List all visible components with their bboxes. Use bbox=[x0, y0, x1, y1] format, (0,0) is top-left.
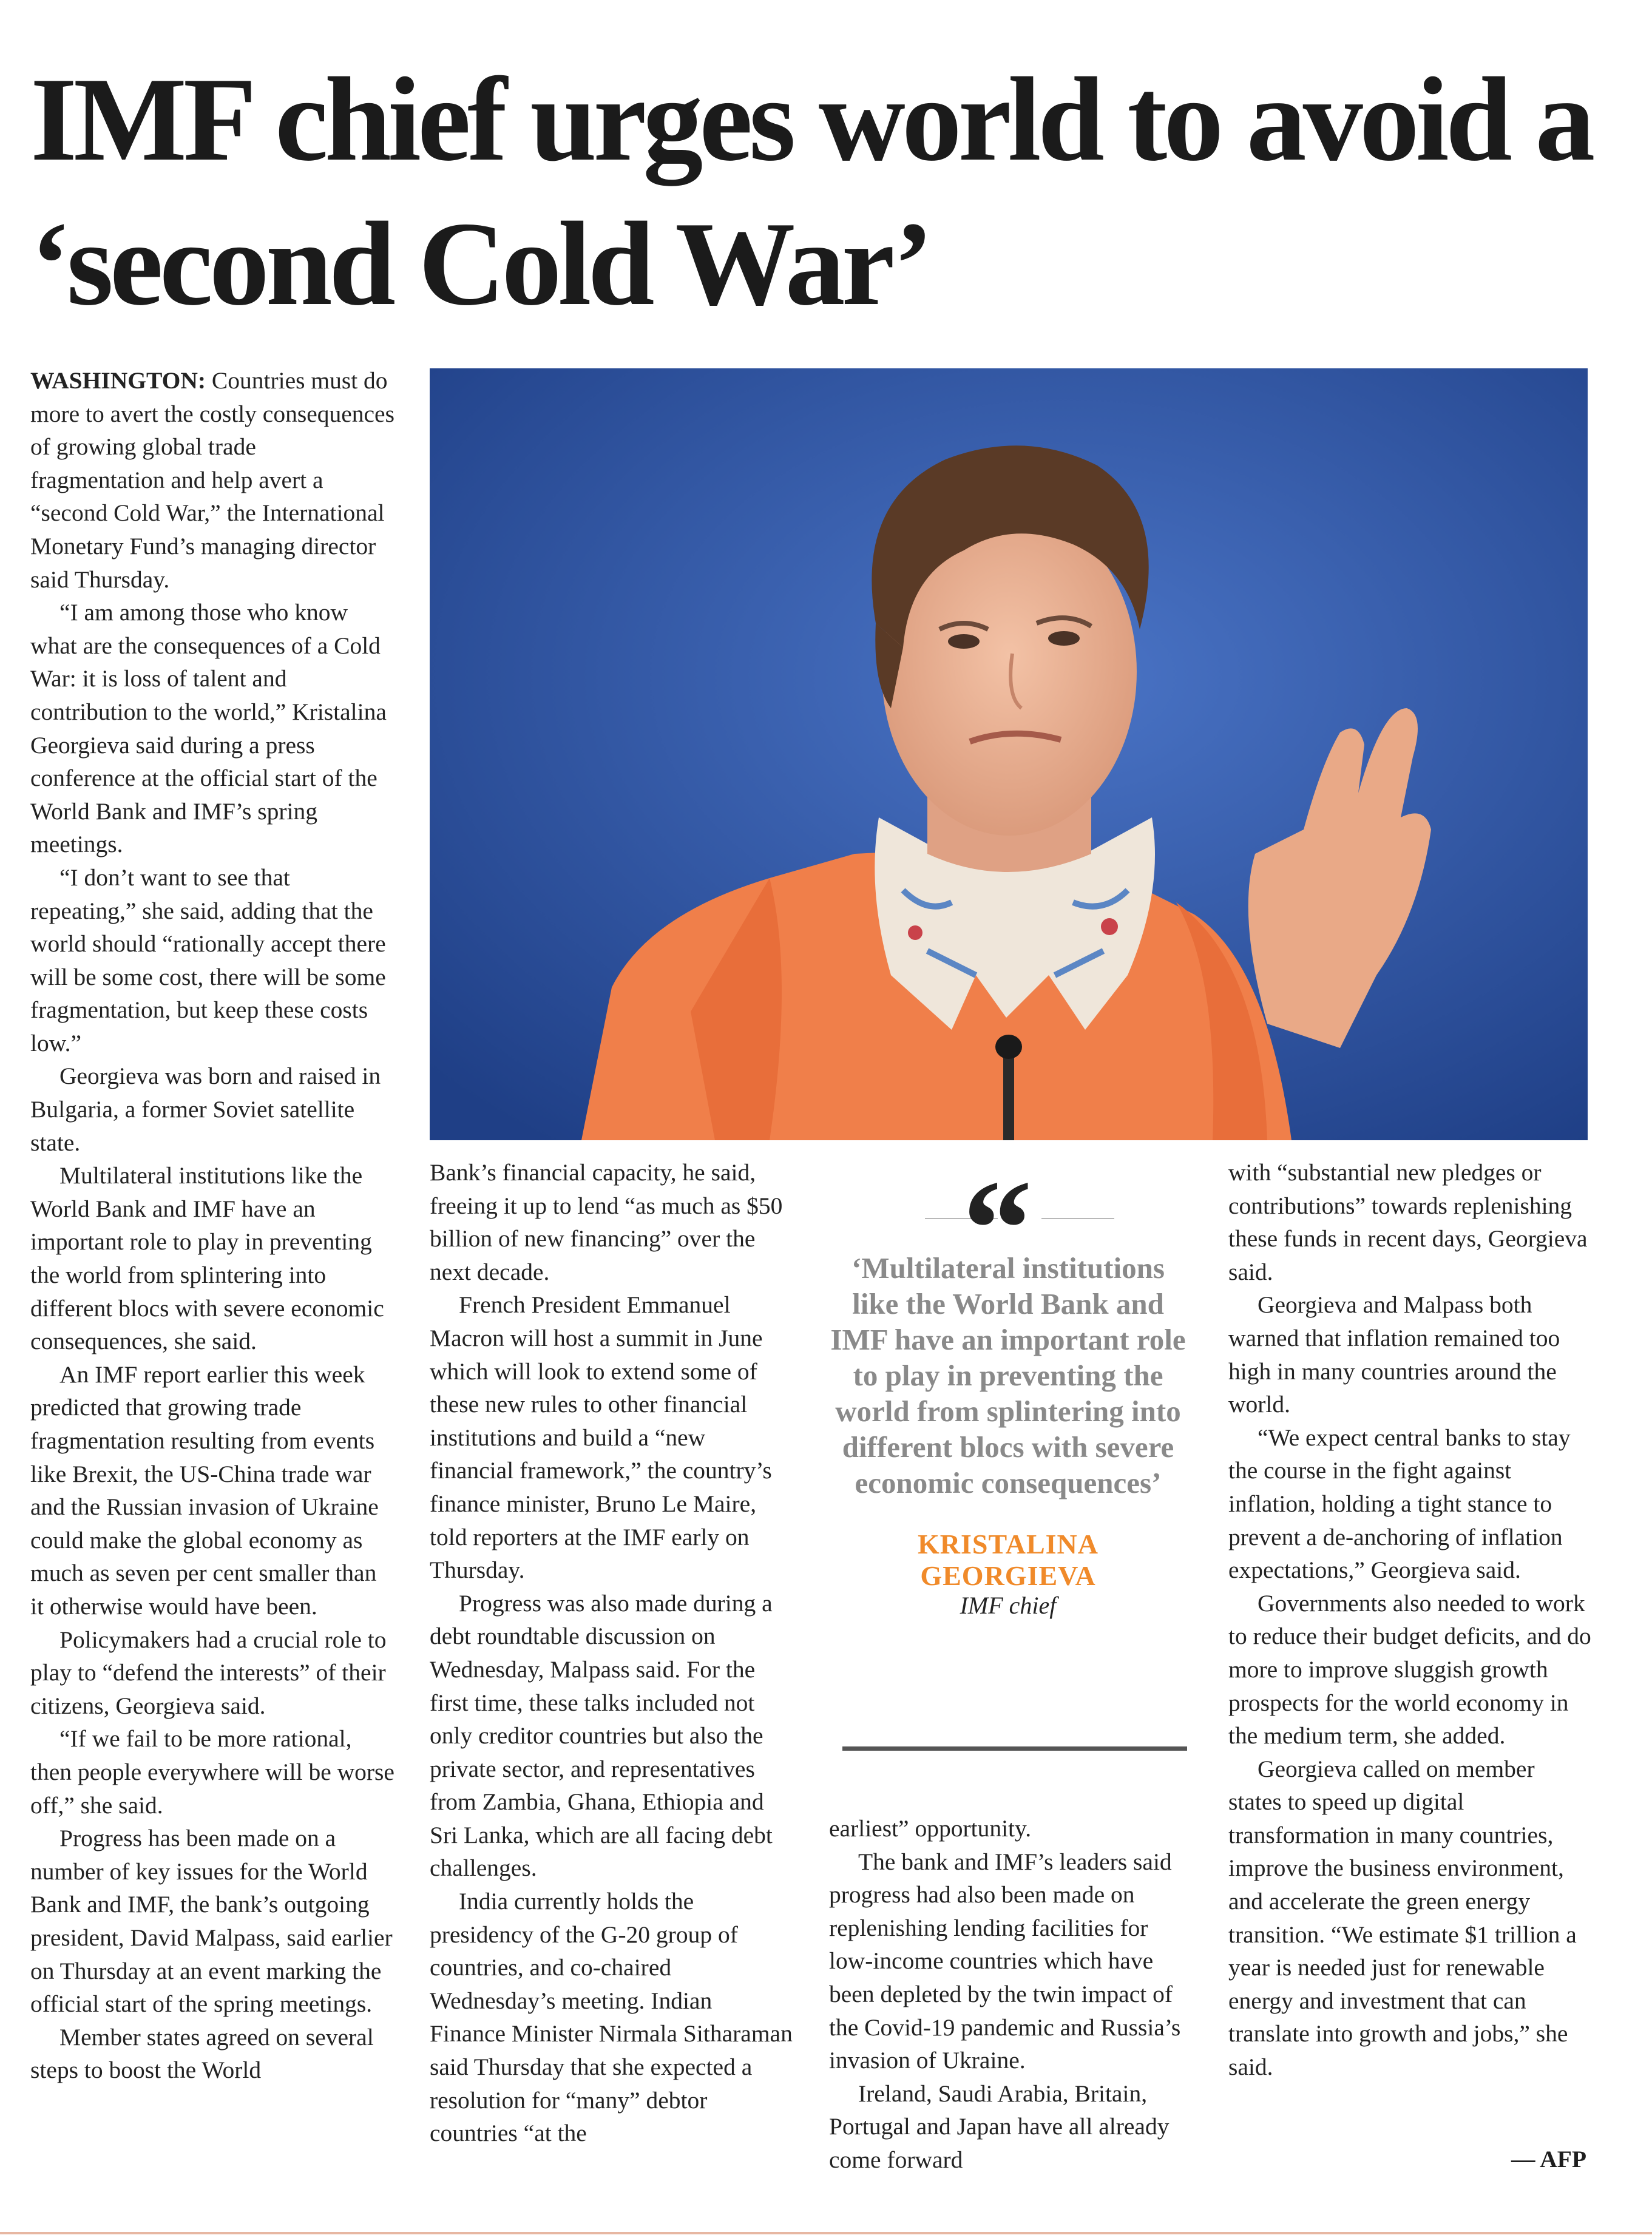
photo-illustration bbox=[430, 368, 1588, 1140]
article-paragraph: Policymakers had a crucial role to play to “defend the interests” of their citizens, Georgieva said. bbox=[30, 1626, 387, 1719]
pull-quote-role: IMF chief bbox=[960, 1592, 1057, 1619]
headline bbox=[30, 47, 1620, 336]
article-paragraph: French President Emmanuel Macron will host a summit in June which will look to extend some of these new rules to other financial institutions and build a “new financial framework,” the country’s finance minister, Bruno Le Maire, told reporters at the IMF early on Thursday. bbox=[430, 1291, 772, 1584]
quote-mark-icon: “ bbox=[963, 1151, 1032, 1306]
pull-quote-bottom-rule bbox=[842, 1746, 1187, 1751]
article-paragraph: Member states agreed on several steps to boost the World bbox=[30, 2023, 374, 2084]
dateline: WASHINGTON: bbox=[30, 367, 206, 394]
article-paragraph: Multilateral institutions like the World Bank and IMF have an important role to play in preventing the world from splintering into different blocs with severe economic consequences, she said. bbox=[30, 1162, 384, 1355]
article-paragraph: Bank’s financial capacity, he said, freeing it up to lend “as much as $50 billion of new financing” over the next decade. bbox=[430, 1159, 783, 1285]
pull-quote-text: ‘Multilateral institutions like the World Bank and IMF have an important role to play in preventing the world from splintering into different blocs with severe economic consequences’ bbox=[830, 1251, 1186, 1499]
article-paragraph: WASHINGTON: Countries must do more to avert the costly consequences of growing global trade fragmentation and help avert a “second Cold War,” the International Monetary Fund’s managing director said Thursday. bbox=[30, 367, 394, 593]
article-column-4 bbox=[1228, 1156, 1593, 2084]
article-paragraph: “We expect central banks to stay the course in the fight against inflation, holding a tight stance to prevent a de-anchoring of inflation expectations,” Georgieva said. bbox=[1228, 1424, 1571, 1584]
article-paragraph: Georgieva was born and raised in Bulgaria, a former Soviet satellite state. bbox=[30, 1063, 381, 1156]
article-paragraph: “I am among those who know what are the consequences of a Cold War: it is loss of talent and contribution to the world,” Kristalina Georgieva said during a press conference at the official start of the World Bank and IMF’s spring meetings. bbox=[30, 599, 387, 858]
article-paragraph: Ireland, Saudi Arabia, Britain, Portugal and Japan have all already come forward bbox=[829, 2080, 1170, 2173]
article-paragraph: The bank and IMF’s leaders said progress had also been made on replenishing lending facilities for low-income countries which have been depleted by the twin impact of the Covid-19 pandemic and Russia’s invasion of Ukraine. bbox=[829, 1848, 1181, 2074]
article-column-2 bbox=[430, 1156, 794, 2150]
pull-quote-name-line-1: KRISTALINA bbox=[918, 1529, 1099, 1560]
photo-kristalina-georgieva bbox=[430, 368, 1588, 1140]
article-paragraph: Progress has been made on a number of key issues for the World Bank and IMF, the bank’s outgoing president, David Malpass, said earlier on Thursday at an event marking the official start of the spring meetings. bbox=[30, 1825, 393, 2018]
headline-line-1: IMF chief urges world to avoid a bbox=[30, 53, 1592, 186]
article-paragraph: Progress was also made during a debt roundtable discussion on Wednesday, Malpass said. For the first time, these talks included not only creditor countries but also the private sector, and representatives from Zambia, Ghana, Ethiopia and Sri Lanka, which are all facing debt challenges. bbox=[430, 1589, 773, 1882]
article-paragraph: An IMF report earlier this week predicted that growing trade fragmentation resulting from events like Brexit, the US-China trade war and the Russian invasion of Ukraine could make the global economy as much as seven per cent smaller than it otherwise would have been. bbox=[30, 1361, 379, 1620]
pull-quote-attribution bbox=[829, 1529, 1187, 1592]
article-paragraph: Georgieva called on member states to speed up digital transformation in many countries, improve the business environment, and accelerate the green energy transition. “We estimate $1 trillion a year is needed just for renewable energy and investment that can translate into growth and jobs,” she said. bbox=[1228, 1755, 1577, 2081]
article-paragraph: “If we fail to be more rational, then people everywhere will be worse off,” she said. bbox=[30, 1725, 394, 1819]
article-paragraph: India currently holds the presidency of the G-20 group of countries, and co-chaired Wednesday’s meeting. Indian Finance Minister Nirmala Sitharaman said Thursday that she expected a resolution for “many” debtor countries “at the bbox=[430, 1888, 793, 2147]
quote-rule-right bbox=[1041, 1218, 1114, 1219]
article-column-3 bbox=[829, 1812, 1187, 2177]
article-paragraph: with “substantial new pledges or contributions” towards replenishing these funds in recent days, Georgieva said. bbox=[1228, 1159, 1588, 1285]
article-paragraph: Governments also needed to work to reduce their budget deficits, and do more to improve sluggish growth prospects for the world economy in the medium term, she added. bbox=[1228, 1589, 1591, 1749]
pull-quote bbox=[829, 1151, 1187, 1620]
article-paragraph: earliest” opportunity. bbox=[829, 1815, 1032, 1842]
headline-line-2: ‘second Cold War’ bbox=[30, 197, 930, 330]
footer-rule bbox=[0, 2232, 1652, 2234]
article-paragraph: “I don’t want to see that repeating,” she said, adding that the world should “rationally accept there will be some cost, there will be some fragmentation, but keep these costs low.” bbox=[30, 864, 386, 1056]
pull-quote-name-line-2: GEORGIEVA bbox=[920, 1560, 1096, 1591]
quote-mark-row bbox=[829, 1151, 1187, 1306]
article-column-1 bbox=[30, 364, 394, 2087]
article-paragraph: Georgieva and Malpass both warned that inflation remained too high in many countries around the world. bbox=[1228, 1291, 1560, 1418]
credit-byline: — AFP bbox=[1511, 2146, 1586, 2172]
